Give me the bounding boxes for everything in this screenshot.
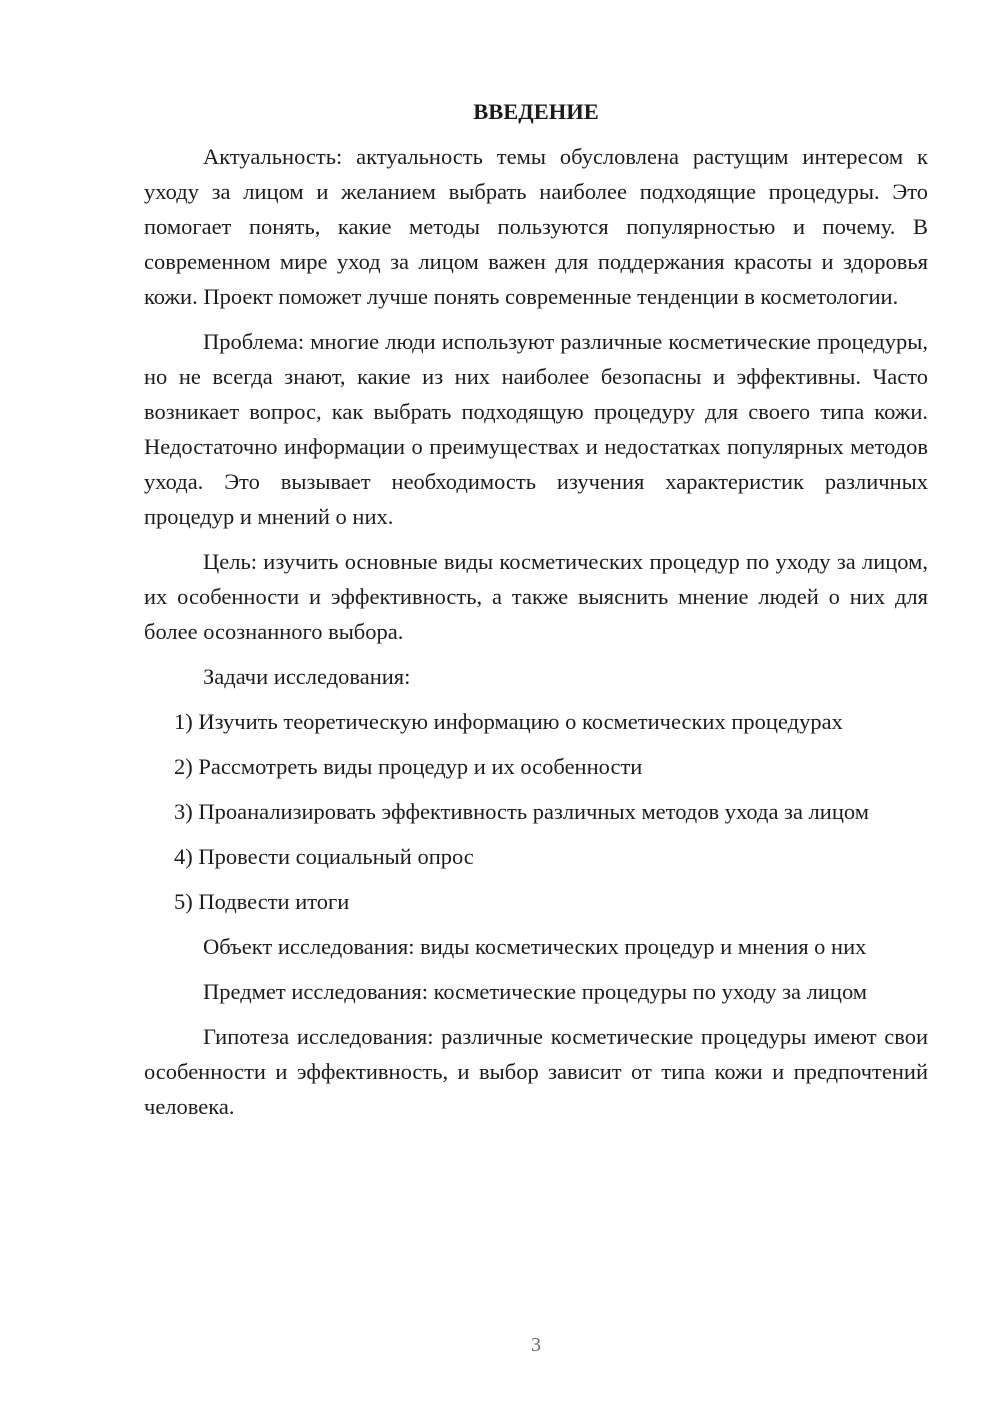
paragraph-subject: Предмет исследования: косметические процедуры по уходу за лицом	[203, 979, 868, 1004]
paragraph-tasks-heading: Задачи исследования:	[203, 664, 411, 689]
paragraph-relevance: Актуальность: актуальность темы обусловлена растущим интересом к уходу за лицом и желанием выбрать наиболее подходящие процедуры. Это помогает понять, какие методы пользуются популярностью и почему. В современном мире уход за лицом важен для поддержания красоты и здоровья кожи. Проект поможет лучше понять современные тенденции в косметологии.	[144, 144, 928, 309]
paragraph-goal: Цель: изучить основные виды косметических процедур по уходу за лицом, их особенности и эффективность, а также выяснить мнение людей о них для более осознанного выбора.	[144, 549, 928, 644]
section-title: ВВЕДЕНИЕ	[473, 99, 599, 124]
list-item: 5) Подвести итоги	[174, 889, 350, 914]
paragraph-hypothesis: Гипотеза исследования: различные косметические процедуры имеют свои особенности и эффективность, и выбор зависит от типа кожи и предпочтений человека.	[144, 1024, 928, 1119]
paragraph-object: Объект исследования: виды косметических процедур и мнения о них	[203, 934, 867, 959]
list-item: 1) Изучить теоретическую информацию о косметических процедурах	[174, 709, 843, 734]
document-page	[144, 94, 928, 1134]
list-item: 4) Провести социальный опрос	[174, 844, 474, 869]
list-item: 3) Проанализировать эффективность различных методов ухода за лицом	[174, 799, 869, 824]
paragraph-problem: Проблема: многие люди используют различные косметические процедуры, но не всегда знают, какие из них наиболее безопасны и эффективны. Часто возникает вопрос, как выбрать подходящую процедуру для своего типа кожи. Недостаточно информации о преимуществах и недостатках популярных методов ухода. Это вызывает необходимость изучения характеристик различных процедур и мнений о них.	[144, 329, 928, 529]
page-number: 3	[531, 1334, 541, 1356]
list-item: 2) Рассмотреть виды процедур и их особенности	[174, 754, 643, 779]
